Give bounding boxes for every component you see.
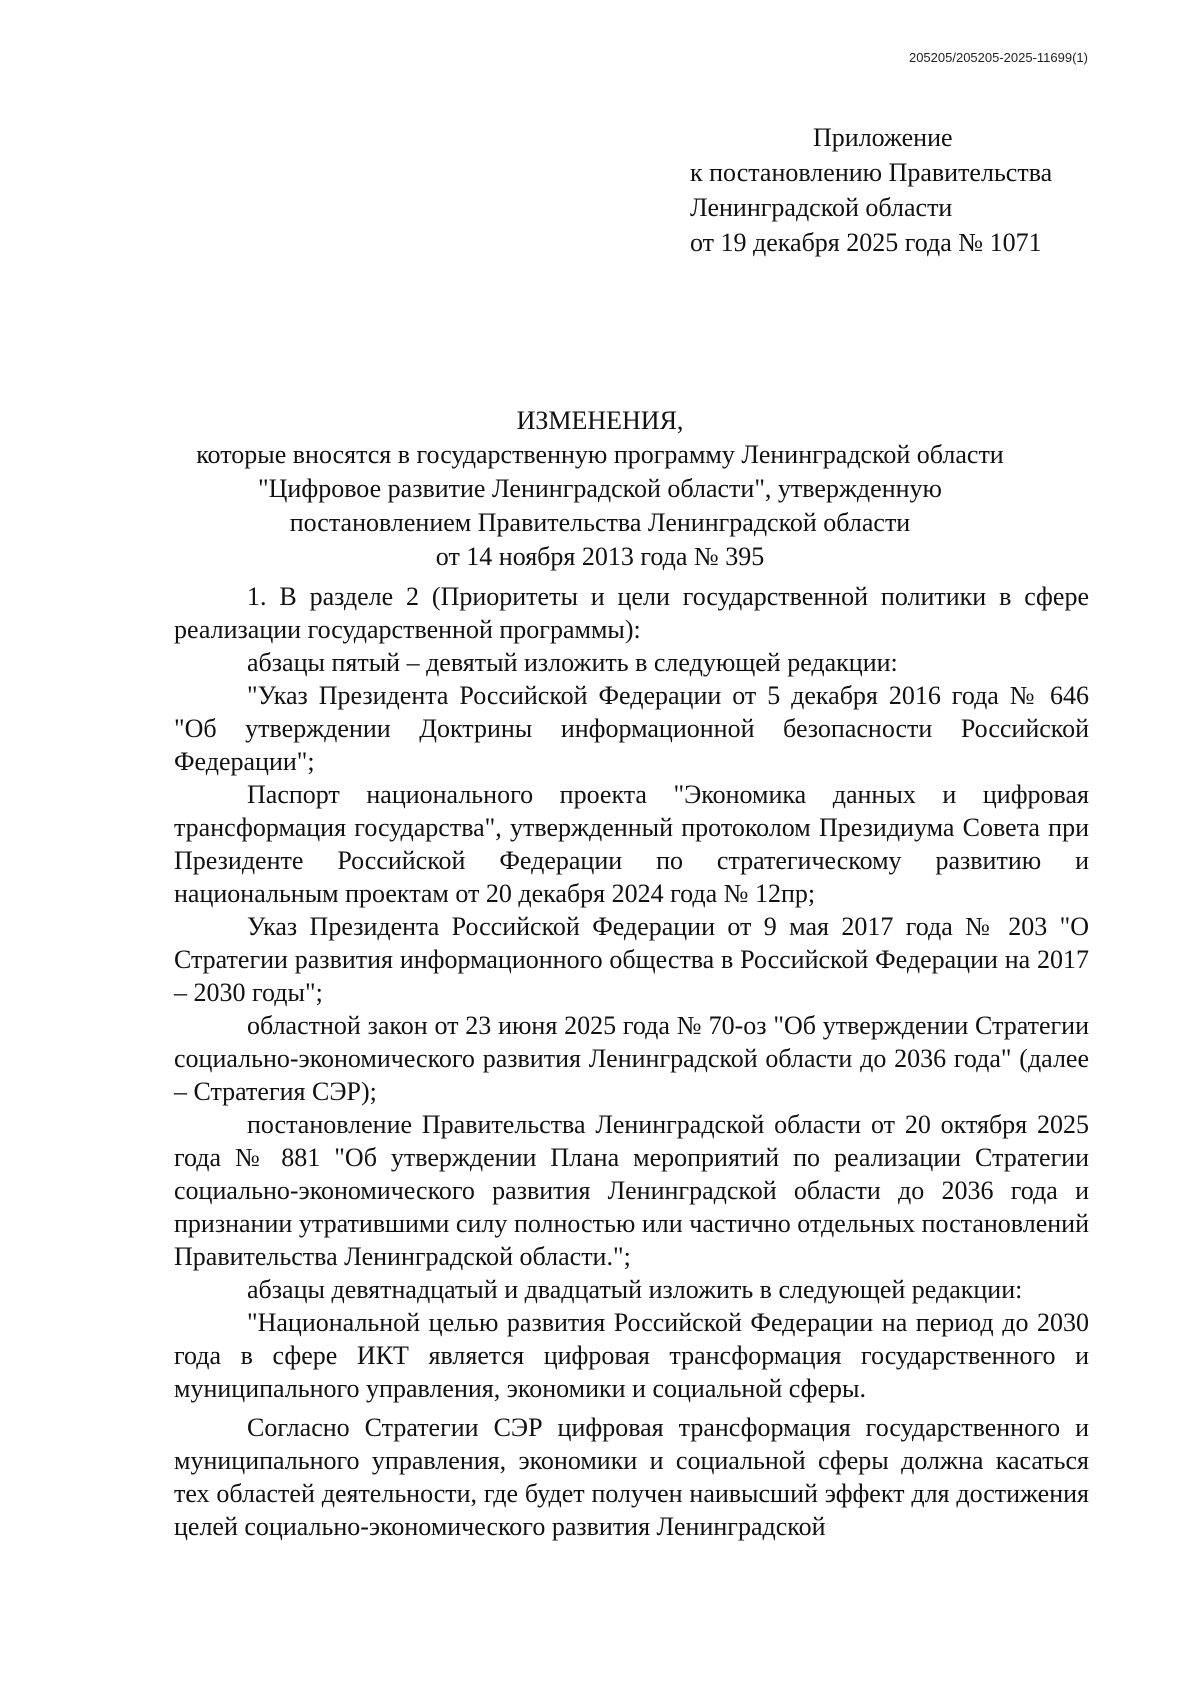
appendix-line: Ленинградской области — [690, 193, 953, 222]
document-heading — [150, 404, 1050, 574]
heading-title: ИЗМЕНЕНИЯ, — [516, 406, 684, 435]
appendix-block — [690, 120, 1052, 260]
heading-line: "Цифровое развитие Ленинградской области", утвержденную — [258, 474, 942, 503]
appendix-date-line: от 19 декабря 2025 года № 1071 — [690, 228, 1042, 257]
body-paragraph: постановление Правительства Ленинградской области от 20 октября 2025 года № 881 "Об утверждении Плана мероприятий по реализации Стратегии социально-экономического развития Ленинградской области до 2036 года и признании утратившими силу полностью или частично отдельных постановлений Правительства Ленинградской области."; — [174, 1110, 1089, 1271]
heading-line: которые вносятся в государственную программу Ленинградской области — [196, 440, 1004, 469]
body-paragraph: Указ Президента Российской Федерации от 9 мая 2017 года № 203 "О Стратегии развития информационного общества в Российской Федерации на 2017 – 2030 годы"; — [174, 912, 1089, 1007]
heading-line: постановлением Правительства Ленинградской области — [289, 508, 911, 537]
body-paragraph: Паспорт национального проекта "Экономика данных и цифровая трансформация государства", утвержденный протоколом Президиума Совета при Президенте Российской Федерации по стратегическому развитию и национальным проектам от 20 декабря 2024 года № 12пр; — [174, 780, 1089, 908]
body-paragraph: абзацы пятый – девятый изложить в следующей редакции: — [247, 648, 898, 677]
body-paragraph: Согласно Стратегии СЭР цифровая трансформация государственного и муниципального управления, экономики и социальной сферы должна касаться тех областей деятельности, где будет получен наивысший эффект для достижения целей социально-экономического развития Ленинградской — [174, 1413, 1089, 1541]
body-paragraph: "Указ Президента Российской Федерации от 5 декабря 2016 года № 646 "Об утверждении Доктрины информационной безопасности Российской Федерации"; — [174, 681, 1089, 776]
document-id: 205205/205205-2025-11699(1) — [908, 50, 1088, 65]
appendix-title: Приложение — [813, 123, 953, 152]
body-paragraph: абзацы девятнадцатый и двадцатый изложить в следующей редакции: — [247, 1275, 1023, 1304]
document-body — [174, 580, 1089, 1543]
heading-line: от 14 ноября 2013 года № 395 — [435, 542, 765, 571]
body-paragraph: "Национальной целью развития Российской Федерации на период до 2030 года в сфере ИКТ является цифровая трансформация государственного и муниципального управления, экономики и социальной сферы. — [174, 1308, 1089, 1403]
body-paragraph: 1. В разделе 2 (Приоритеты и цели государственной политики в сфере реализации государственной программы): — [174, 582, 1089, 644]
appendix-line: к постановлению Правительства — [690, 158, 1053, 187]
body-paragraph: областной закон от 23 июня 2025 года № 70-оз "Об утверждении Стратегии социально-экономического развития Ленинградской области до 2036 года" (далее – Стратегия СЭР); — [174, 1011, 1089, 1106]
